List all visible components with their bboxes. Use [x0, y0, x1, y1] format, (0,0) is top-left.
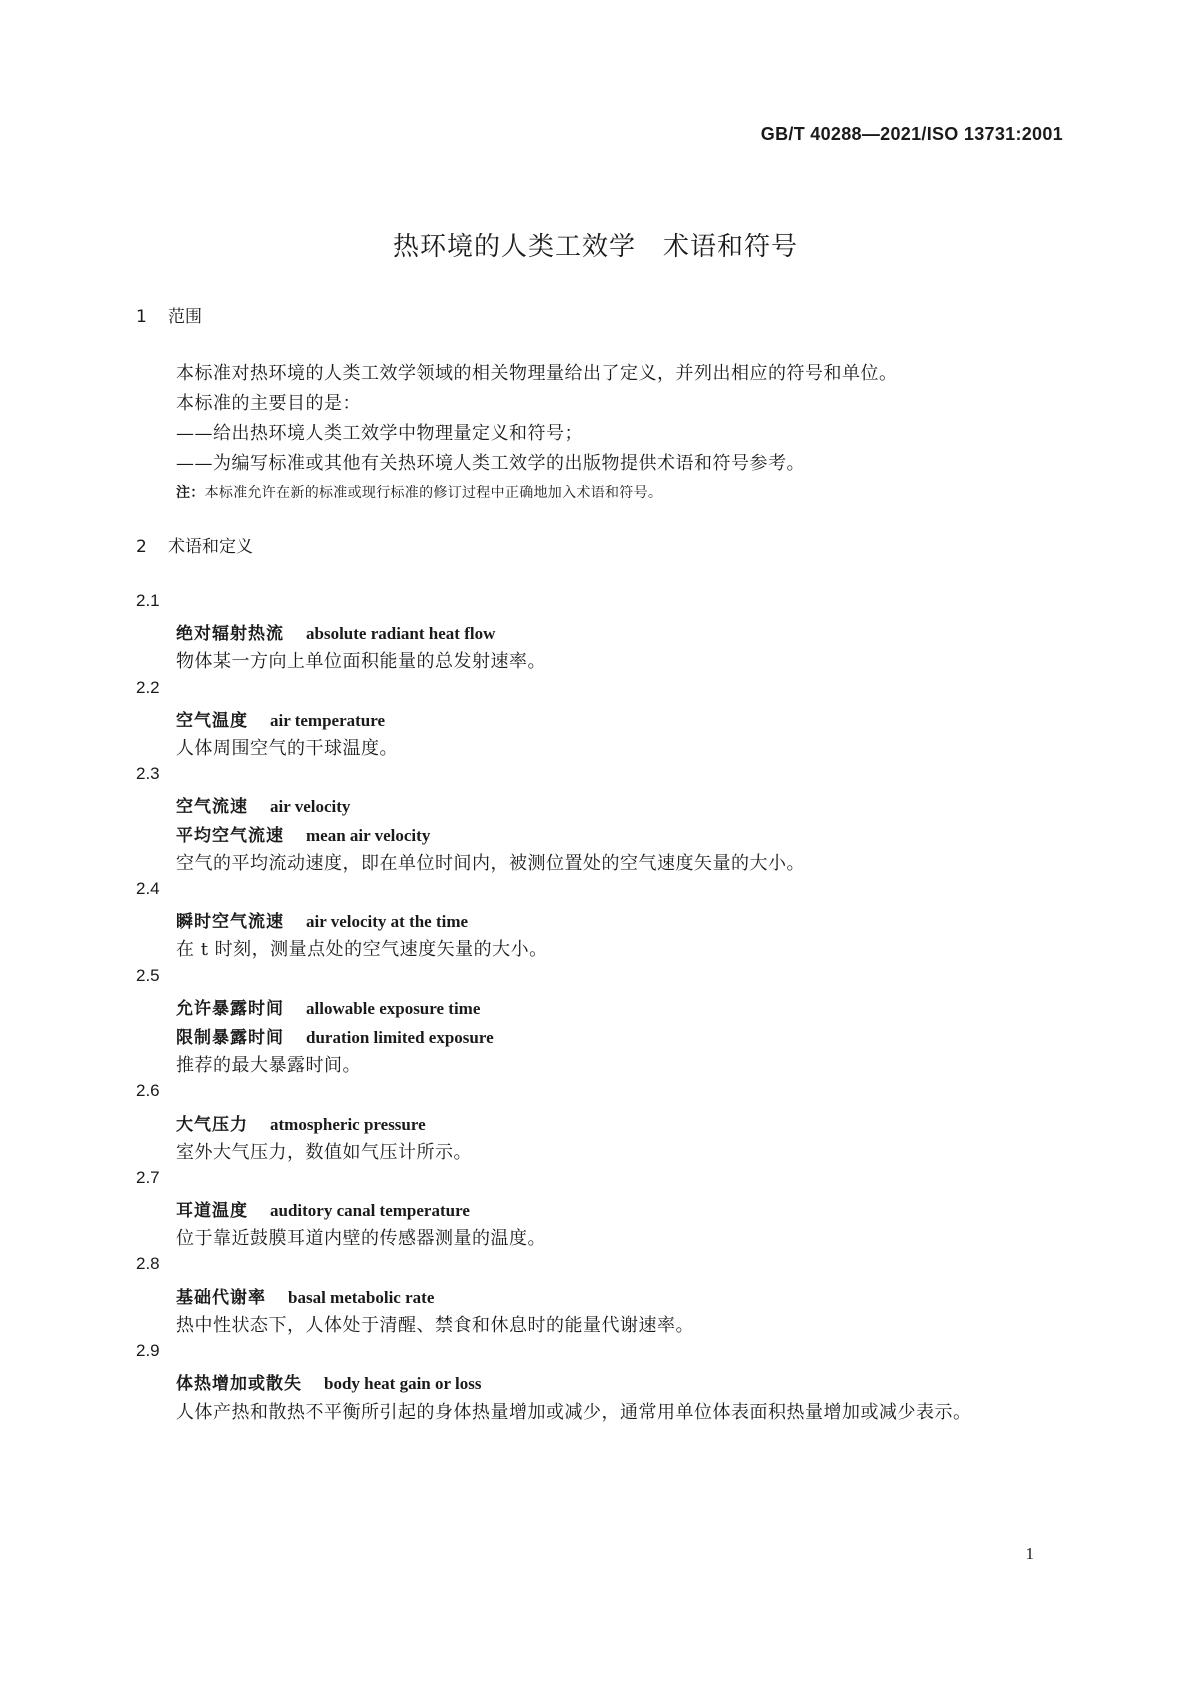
term-entry: [176, 1110, 426, 1135]
term-number: 2.4: [136, 879, 160, 898]
section-heading-scope: [136, 302, 202, 327]
term-number: 2.5: [136, 966, 160, 985]
term-entry: [176, 1283, 434, 1308]
term-entry: [176, 792, 350, 817]
term-en: auditory canal temperature: [270, 1201, 470, 1220]
term-definition: 位于靠近鼓膜耳道内壁的传感器测量的温度。: [176, 1228, 546, 1249]
term-definition: 物体某一方向上单位面积能量的总发射速率。: [176, 651, 546, 672]
term-number: 2.6: [136, 1081, 160, 1100]
term-zh: 空气温度: [176, 711, 248, 731]
term-entry: [176, 994, 480, 1019]
section-heading-terms: [136, 532, 253, 557]
term-number: 2.3: [136, 764, 160, 783]
document-title: 热环境的人类工效学 术语和符号: [392, 232, 798, 262]
term-number: 2.8: [136, 1254, 160, 1273]
term-en: atmospheric pressure: [270, 1115, 426, 1134]
paragraph: 本标准的主要目的是：: [176, 393, 361, 414]
term-number: 2.1: [136, 591, 160, 610]
list-item: ——给出热环境人类工效学中物理量定义和符号；: [176, 423, 583, 444]
term-number: 2.2: [136, 678, 160, 697]
term-zh: 空气流速: [176, 797, 248, 817]
term-zh: 限制暴露时间: [176, 1028, 284, 1048]
term-en: absolute radiant heat flow: [306, 624, 496, 643]
term-zh: 绝对辐射热流: [176, 624, 284, 644]
term-en: body heat gain or loss: [324, 1374, 482, 1393]
term-number: 2.9: [136, 1341, 160, 1360]
term-en: duration limited exposure: [306, 1028, 494, 1047]
term-definition: 人体周围空气的干球温度。: [176, 738, 398, 759]
term-entry: [176, 907, 468, 932]
term-entry: [176, 1023, 494, 1048]
note: [176, 482, 662, 502]
term-zh: 瞬时空气流速: [176, 912, 284, 932]
section-title: 范围: [168, 307, 202, 327]
section-title: 术语和定义: [168, 537, 253, 557]
note-text: 本标准允许在新的标准或现行标准的修订过程中正确地加入术语和符号。: [204, 485, 663, 501]
term-zh: 基础代谢率: [176, 1288, 266, 1308]
term-zh: 大气压力: [176, 1115, 248, 1135]
term-number: 2.7: [136, 1168, 160, 1187]
term-definition: 热中性状态下，人体处于清醒、禁食和休息时的能量代谢速率。: [176, 1315, 694, 1336]
note-label: 注：: [176, 485, 205, 501]
term-en: mean air velocity: [306, 826, 431, 845]
term-definition: 推荐的最大暴露时间。: [176, 1055, 361, 1076]
term-en: basal metabolic rate: [288, 1288, 435, 1307]
list-item: ——为编写标准或其他有关热环境人类工效学的出版物提供术语和符号参考。: [176, 453, 805, 474]
section-number: 1: [136, 307, 147, 327]
section-number: 2: [136, 537, 147, 557]
standard-code: GB/T 40288—2021/ISO 13731:2001: [760, 124, 1063, 144]
term-definition: 室外大气压力，数值如气压计所示。: [176, 1142, 472, 1163]
term-zh: 平均空气流速: [176, 826, 284, 846]
paragraph: 本标准对热环境的人类工效学领域的相关物理量给出了定义，并列出相应的符号和单位。: [176, 363, 898, 384]
term-entry: [176, 1369, 481, 1394]
term-zh: 允许暴露时间: [176, 999, 284, 1019]
term-entry: [176, 706, 385, 731]
term-en: allowable exposure time: [306, 999, 481, 1018]
term-entry: [176, 1196, 470, 1221]
term-definition: 人体产热和散热不平衡所引起的身体热量增加或减少，通常用单位体表面积热量增加或减少表示。: [176, 1402, 972, 1423]
term-en: air temperature: [270, 711, 386, 730]
term-entry: [176, 821, 430, 846]
term-zh: 耳道温度: [176, 1201, 248, 1221]
term-en: air velocity at the time: [306, 912, 469, 931]
term-zh: 体热增加或散失: [176, 1374, 302, 1394]
term-entry: [176, 619, 495, 644]
term-definition: 空气的平均流动速度，即在单位时间内，被测位置处的空气速度矢量的大小。: [176, 853, 805, 874]
term-definition: 在 t 时刻，测量点处的空气速度矢量的大小。: [176, 939, 548, 960]
term-en: air velocity: [270, 797, 351, 816]
page-number: 1: [1025, 1544, 1034, 1563]
